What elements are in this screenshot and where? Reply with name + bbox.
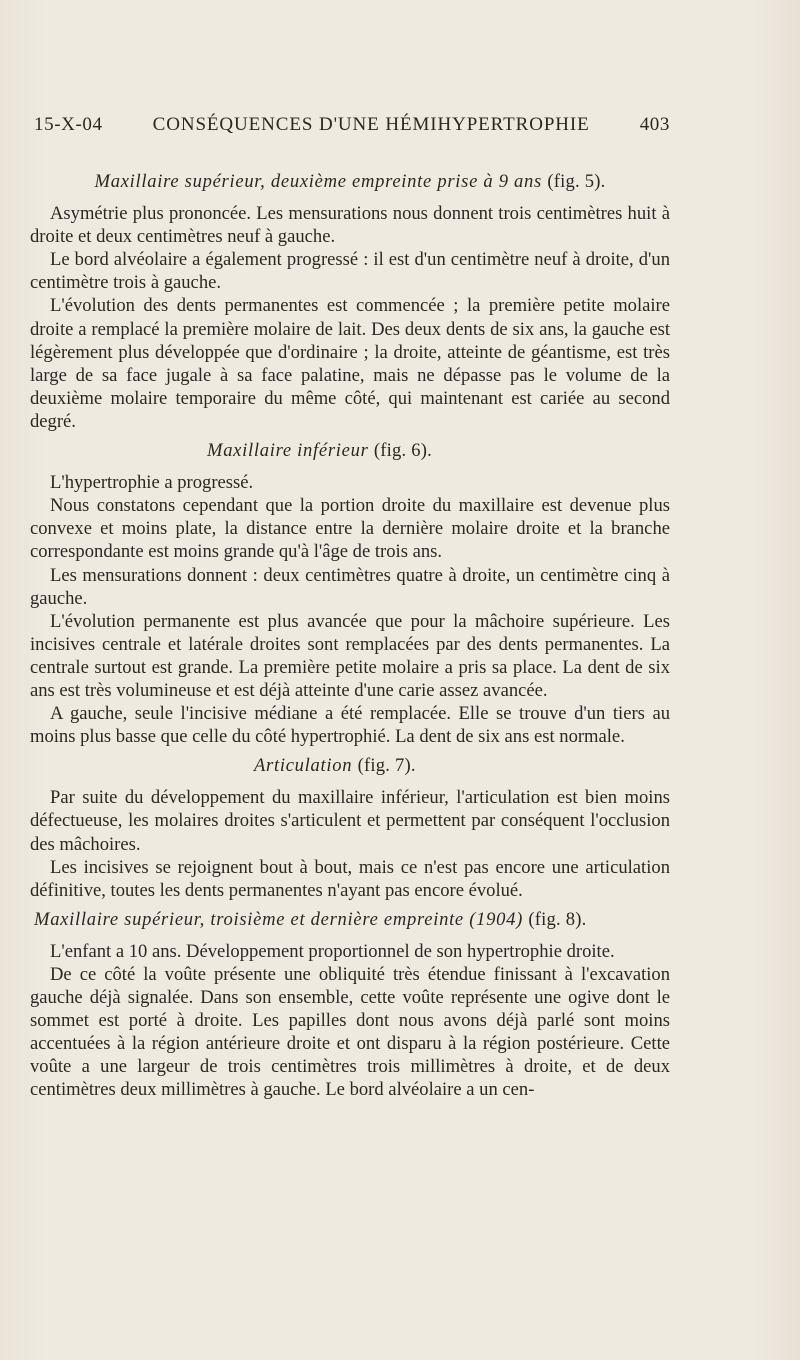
figure-reference: (fig. 6). [373,440,432,462]
figure-reference: (fig. 7). [357,755,416,777]
section-heading-text: Articulation [254,755,353,777]
paragraph: Les incisives se rejoignent bout à bout, mais ce n'est pas encore une articulation définitive, toutes les dents permanentes n'ayant pas encore évolué. [30,856,670,901]
page-number: 403 [639,114,670,135]
paragraph: De ce côté la voûte présente une obliquité très étendue finissant à l'excavation gauche déjà signalée. Dans son ensemble, cette voûte représente une ogive dont le sommet est porté à droite. Les papilles dont nous avons déjà parlé sont moins accentuées à la région antérieure droite et ont disparu à la région postérieure. Cette voûte a une largeur de trois centimètres trois millimètres à droite, et de deux centimètres deux millimètres à gauche. Le bord alvéolaire a un cen- [30,964,670,1101]
paragraph: A gauche, seule l'incisive médiane a été remplacée. Elle se trouve d'un tiers au moins plus basse que celle du côté hypertrophié. La dent de six ans est normale. [30,703,670,748]
paragraph: Le bord alvéolaire a également progressé : il est d'un centimètre neuf à droite, d'un centimètre trois à gauche. [30,249,670,294]
section-heading-text: Maxillaire supérieur, troisième et dernière empreinte (1904) [34,908,524,930]
section-heading [30,170,670,193]
paragraph: L'enfant a 10 ans. Développement proportionnel de son hypertrophie droite. [50,940,615,962]
header-date: 15-X-04 [34,114,103,135]
paragraph: L'évolution des dents permanentes est commencée ; la première petite molaire droite a remplacé la première molaire de lait. Des deux dents de six ans, la gauche est légèrement plus développée que d'ordinaire ; la droite, atteinte de géantisme, est très large de sa face jugale à sa face palatine, mais ne dépasse pas le volume de la deuxième molaire temporaire du même côté, qui maintenant est cariée au second degré. [30,295,670,432]
paragraph: L'hypertrophie a progressé. [50,472,254,494]
section-heading [30,754,670,777]
running-header [34,114,670,136]
section-heading [30,439,670,462]
paragraph: Par suite du développement du maxillaire inférieur, l'articulation est bien moins défectueuse, les molaires droites s'articulent et permettent par conséquent l'occlusion des mâchoires. [30,787,670,855]
section-heading [30,908,670,931]
paragraph: Les mensurations donnent : deux centimètres quatre à droite, un centimètre cinq à gauche. [30,564,670,609]
section-heading-text: Maxillaire inférieur [207,440,369,462]
paragraph: Asymétrie plus prononcée. Les mensurations nous donnent trois centimètres huit à droite et deux centimètres neuf à gauche. [30,203,670,248]
paragraph: Nous constatons cependant que la portion droite du maxillaire est devenue plus convexe et moins plate, la distance entre la dernière molaire droite et la branche correspondante est moins grande qu'à l'âge de trois ans. [30,495,670,563]
figure-reference: (fig. 5). [547,171,606,192]
running-title: CONSÉQUENCES D'UNE HÉMIHYPERTROPHIE [152,114,590,135]
figure-reference: (fig. 8). [528,908,587,930]
page-body [30,164,670,1102]
section-heading-text: Maxillaire supérieur, deuxième empreinte prise à 9 ans [94,171,542,192]
paragraph: L'évolution permanente est plus avancée que pour la mâchoire supérieure. Les incisives centrale et latérale droites sont remplacées par des dents permanentes. La centrale surtout est grande. La première petite molaire a pris sa place. La dent de six ans est très volumineuse et est déjà atteinte d'une carie assez avancée. [30,610,670,701]
